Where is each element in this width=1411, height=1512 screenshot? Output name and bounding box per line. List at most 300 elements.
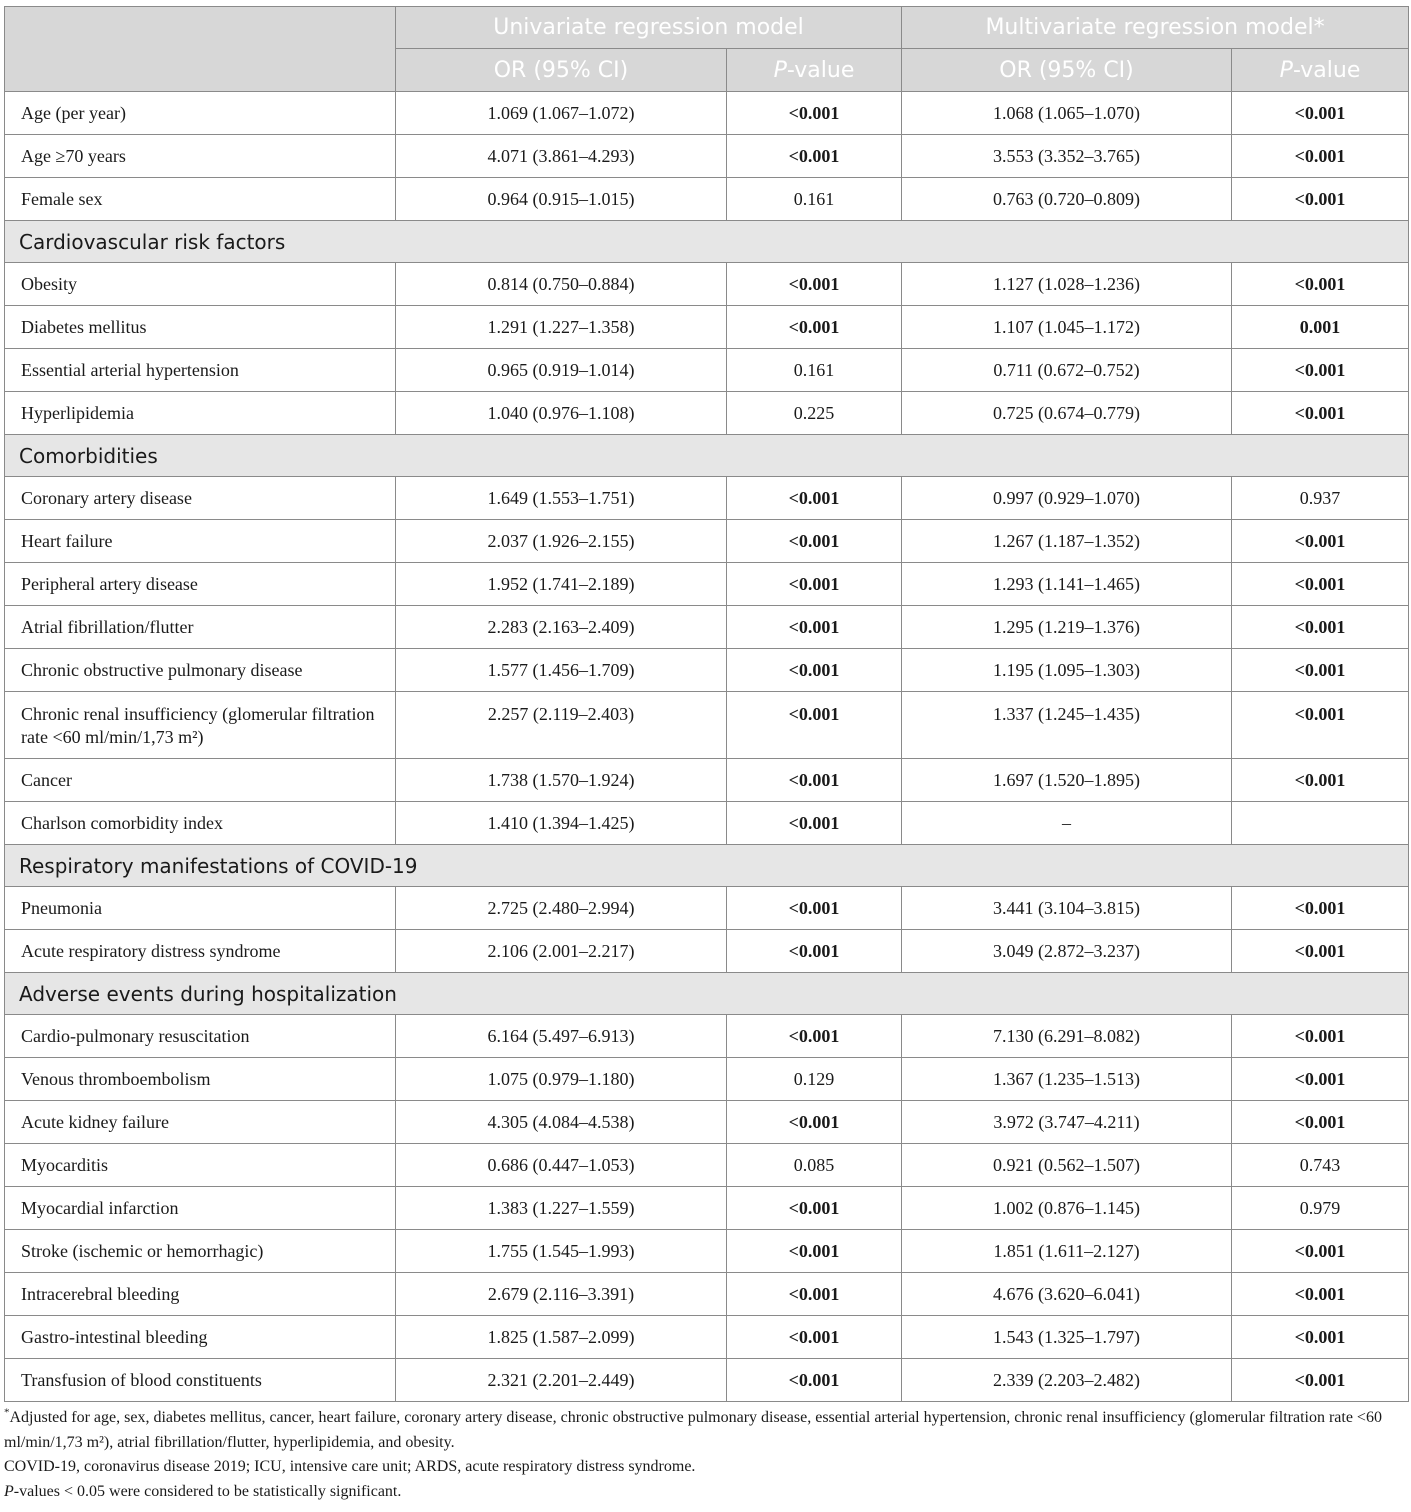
multivariate-p-cell (1232, 92, 1409, 135)
section-header-row (5, 973, 1409, 1015)
section-title: Comorbidities (5, 435, 1409, 477)
multivariate-or-cell (902, 1273, 1232, 1316)
table-row (5, 930, 1409, 973)
multivariate-or-cell-text: 1.127 (1.028–1.236) (993, 273, 1141, 294)
multivariate-p-cell (1232, 692, 1409, 759)
multivariate-or-cell (902, 1187, 1232, 1230)
row-label-text: Venous thromboembolism (21, 1068, 211, 1089)
section-header-row (5, 221, 1409, 263)
univariate-p-cell (727, 1058, 902, 1101)
table-row (5, 692, 1409, 759)
multivariate-or-cell-text: 1.367 (1.235–1.513) (993, 1068, 1141, 1089)
table-row (5, 1316, 1409, 1359)
multivariate-or-cell (902, 1058, 1232, 1101)
multivariate-p-cell-text: <0.001 (1294, 1326, 1346, 1347)
multivariate-p-cell (1232, 349, 1409, 392)
univariate-or-cell (396, 392, 727, 435)
multivariate-p-cell (1232, 1187, 1409, 1230)
multivariate-p-cell (1232, 1273, 1409, 1316)
univariate-p-cell (727, 92, 902, 135)
table-row (5, 1359, 1409, 1402)
row-label-text: Coronary artery disease (21, 487, 192, 508)
univariate-or-cell-text: 1.825 (1.587–2.099) (487, 1326, 635, 1347)
univariate-or-cell-text: 2.679 (2.116–3.391) (487, 1283, 635, 1304)
univariate-p-cell-text: 0.085 (793, 1154, 835, 1175)
univariate-p-cell-text: <0.001 (788, 1111, 840, 1132)
univariate-p-cell (727, 349, 902, 392)
univariate-or-cell (396, 520, 727, 563)
univariate-or-cell-text: 1.040 (0.976–1.108) (487, 402, 635, 423)
row-label (5, 1273, 396, 1316)
univariate-or-cell-text: 0.814 (0.750–0.884) (487, 273, 635, 294)
multivariate-p-cell (1232, 1144, 1409, 1187)
table-body (5, 92, 1409, 1402)
univariate-p-cell-text: <0.001 (788, 812, 840, 833)
multivariate-or-cell-text: 3.049 (2.872–3.237) (993, 940, 1141, 961)
univariate-p-cell-text: <0.001 (788, 704, 840, 724)
univariate-or-cell (396, 1187, 727, 1230)
table-row (5, 563, 1409, 606)
row-label-text: Diabetes mellitus (21, 316, 147, 337)
univariate-or-cell (396, 135, 727, 178)
table-row (5, 759, 1409, 802)
row-label (5, 649, 396, 692)
row-label (5, 306, 396, 349)
univariate-p-cell (727, 1359, 902, 1402)
univariate-or-cell-text: 1.291 (1.227–1.358) (487, 316, 635, 337)
multivariate-or-cell (902, 135, 1232, 178)
section-title: Respiratory manifestations of COVID-19 (5, 845, 1409, 887)
multivariate-or-cell-text: 3.553 (3.352–3.765) (993, 145, 1141, 166)
univariate-or-cell-text: 1.755 (1.545–1.993) (487, 1240, 635, 1261)
uni-or-header: OR (95% CI) (396, 49, 727, 92)
multivariate-p-cell-text: <0.001 (1294, 659, 1346, 680)
multivariate-or-cell-text: 1.337 (1.245–1.435) (993, 704, 1141, 724)
univariate-or-cell (396, 263, 727, 306)
univariate-p-cell (727, 692, 902, 759)
row-label (5, 135, 396, 178)
multivariate-or-cell-text: 1.068 (1.065–1.070) (993, 102, 1141, 123)
table-row (5, 1273, 1409, 1316)
multivariate-p-cell-text: <0.001 (1294, 102, 1346, 123)
multivariate-p-cell (1232, 759, 1409, 802)
univariate-p-cell (727, 1230, 902, 1273)
row-label (5, 349, 396, 392)
univariate-or-cell (396, 1144, 727, 1187)
univariate-p-cell-text: <0.001 (788, 1283, 840, 1304)
row-label-text: Chronic obstructive pulmonary disease (21, 659, 303, 680)
table-row (5, 392, 1409, 435)
multivariate-p-cell-text: 0.979 (1299, 1197, 1341, 1218)
multivariate-or-cell-text: 0.725 (0.674–0.779) (993, 402, 1141, 423)
univariate-or-cell-text: 2.283 (2.163–2.409) (487, 616, 635, 637)
univariate-p-cell (727, 1015, 902, 1058)
univariate-or-cell-text: 1.383 (1.227–1.559) (487, 1197, 635, 1218)
multivariate-p-cell-text: <0.001 (1294, 897, 1346, 918)
row-label (5, 1230, 396, 1273)
multivariate-or-cell-text: 1.543 (1.325–1.797) (993, 1326, 1141, 1347)
multivariate-or-cell (902, 1144, 1232, 1187)
multivariate-or-cell-text: 1.851 (1.611–2.127) (993, 1240, 1140, 1261)
univariate-or-cell-text: 1.577 (1.456–1.709) (487, 659, 635, 680)
multi-p-header: P-value (1232, 49, 1409, 92)
univariate-p-cell-text: <0.001 (788, 573, 840, 594)
univariate-or-cell-text: 1.075 (0.979–1.180) (487, 1068, 635, 1089)
multivariate-p-cell (1232, 930, 1409, 973)
univariate-or-cell-text: 1.738 (1.570–1.924) (487, 769, 635, 790)
header-blank-cell (5, 7, 396, 92)
table-footnotes (4, 1406, 1408, 1504)
multivariate-or-cell (902, 263, 1232, 306)
table-row (5, 349, 1409, 392)
univariate-or-cell-text: 2.106 (2.001–2.217) (487, 940, 635, 961)
univariate-p-cell (727, 649, 902, 692)
univariate-or-cell (396, 1101, 727, 1144)
multivariate-p-cell (1232, 1058, 1409, 1101)
table-row (5, 92, 1409, 135)
row-label-text: Heart failure (21, 530, 113, 551)
multivariate-p-cell (1232, 1359, 1409, 1402)
row-label-text: Acute respiratory distress syndrome (21, 940, 281, 961)
multivariate-or-cell (902, 349, 1232, 392)
multivariate-or-cell-text: 0.711 (0.672–0.752) (993, 359, 1140, 380)
univariate-or-cell (396, 92, 727, 135)
multivariate-p-cell (1232, 563, 1409, 606)
row-label (5, 1187, 396, 1230)
multivariate-header: Multivariate regression model* (902, 7, 1409, 49)
univariate-or-cell-text: 1.952 (1.741–2.189) (487, 573, 635, 594)
univariate-p-cell-text: <0.001 (788, 1197, 840, 1218)
univariate-or-cell (396, 649, 727, 692)
univariate-p-cell-text: <0.001 (788, 316, 840, 337)
multivariate-or-cell-text: 3.972 (3.747–4.211) (993, 1111, 1140, 1132)
row-label-text: Charlson comorbidity index (21, 812, 223, 833)
univariate-or-cell-text: 1.649 (1.553–1.751) (487, 487, 635, 508)
univariate-p-cell (727, 1101, 902, 1144)
univariate-p-cell-text: <0.001 (788, 940, 840, 961)
row-label-text: Chronic renal insufficiency (glomerular filtration rate <60 ml/min/1,73 m²) (21, 704, 375, 747)
row-label (5, 520, 396, 563)
multivariate-p-cell-text: <0.001 (1294, 616, 1346, 637)
univariate-or-cell (396, 1058, 727, 1101)
multivariate-or-cell-text: 1.195 (1.095–1.303) (993, 659, 1141, 680)
multivariate-or-cell (902, 1101, 1232, 1144)
multivariate-p-cell (1232, 178, 1409, 221)
multivariate-or-cell (902, 477, 1232, 520)
multivariate-p-cell-text: <0.001 (1294, 188, 1346, 209)
multivariate-or-cell-text: 0.921 (0.562–1.507) (993, 1154, 1141, 1175)
univariate-p-cell (727, 263, 902, 306)
regression-table-document (4, 6, 1408, 1504)
multivariate-or-cell (902, 606, 1232, 649)
univariate-p-cell (727, 1187, 902, 1230)
univariate-or-cell (396, 178, 727, 221)
row-label (5, 606, 396, 649)
univariate-p-cell (727, 178, 902, 221)
row-label-text: Obesity (21, 273, 77, 294)
row-label (5, 563, 396, 606)
table-row (5, 263, 1409, 306)
row-label (5, 1144, 396, 1187)
row-label-text: Essential arterial hypertension (21, 359, 239, 380)
univariate-p-cell-text: <0.001 (788, 487, 840, 508)
univariate-or-cell (396, 1273, 727, 1316)
multivariate-or-cell-text: 1.295 (1.219–1.376) (993, 616, 1141, 637)
univariate-p-cell (727, 930, 902, 973)
univariate-p-cell-text: <0.001 (788, 897, 840, 918)
multivariate-p-cell-text: <0.001 (1294, 769, 1346, 790)
univariate-or-cell (396, 759, 727, 802)
row-label-text: Peripheral artery disease (21, 573, 198, 594)
univariate-p-cell (727, 759, 902, 802)
row-label-text: Stroke (ischemic or hemorrhagic) (21, 1240, 264, 1261)
multivariate-p-cell-text: <0.001 (1294, 1369, 1346, 1390)
univariate-or-cell (396, 930, 727, 973)
univariate-p-cell-text: <0.001 (788, 1025, 840, 1046)
multivariate-p-cell-text: <0.001 (1294, 1240, 1346, 1261)
table-row (5, 606, 1409, 649)
table-row (5, 135, 1409, 178)
multivariate-or-cell-text: 7.130 (6.291–8.082) (993, 1025, 1141, 1046)
univariate-p-cell (727, 887, 902, 930)
multivariate-or-cell-text: 3.441 (3.104–3.815) (993, 897, 1141, 918)
multivariate-or-cell (902, 802, 1232, 845)
univariate-p-cell-text: <0.001 (788, 769, 840, 790)
univariate-or-cell-text: 1.069 (1.067–1.072) (487, 102, 635, 123)
univariate-p-cell (727, 306, 902, 349)
table-row (5, 1230, 1409, 1273)
footnote-significance: P-values < 0.05 were considered to be statistically significant. (4, 1482, 402, 1500)
multivariate-p-cell-text: <0.001 (1294, 145, 1346, 166)
table-row (5, 649, 1409, 692)
row-label (5, 1359, 396, 1402)
univariate-p-cell-text: <0.001 (788, 530, 840, 551)
row-label-text: Age ≥70 years (21, 145, 126, 166)
multivariate-p-cell-text: <0.001 (1294, 273, 1346, 294)
row-label (5, 1101, 396, 1144)
univariate-p-cell (727, 606, 902, 649)
univariate-p-cell-text: 0.225 (793, 402, 835, 423)
univariate-or-cell-text: 2.037 (1.926–2.155) (487, 530, 635, 551)
univariate-or-cell (396, 1359, 727, 1402)
multivariate-p-cell (1232, 1316, 1409, 1359)
row-label (5, 802, 396, 845)
row-label (5, 930, 396, 973)
multivariate-p-cell (1232, 477, 1409, 520)
univariate-or-cell (396, 606, 727, 649)
row-label-text: Myocardial infarction (21, 1197, 179, 1218)
row-label-text: Hyperlipidemia (21, 402, 134, 423)
row-label (5, 392, 396, 435)
univariate-p-cell (727, 477, 902, 520)
multivariate-or-cell (902, 692, 1232, 759)
row-label (5, 1058, 396, 1101)
univariate-p-cell (727, 802, 902, 845)
multivariate-or-cell-text: 1.107 (1.045–1.172) (993, 316, 1141, 337)
univariate-or-cell-text: 2.321 (2.201–2.449) (487, 1369, 635, 1390)
table-row (5, 306, 1409, 349)
multivariate-p-cell-text: <0.001 (1294, 1283, 1346, 1304)
multivariate-p-cell (1232, 1015, 1409, 1058)
univariate-or-cell-text: 4.071 (3.861–4.293) (487, 145, 635, 166)
row-label (5, 178, 396, 221)
row-label-text: Age (per year) (21, 102, 126, 123)
multivariate-or-cell (902, 306, 1232, 349)
univariate-or-cell (396, 887, 727, 930)
multivariate-or-cell (902, 92, 1232, 135)
multivariate-or-cell-text: 0.997 (0.929–1.070) (993, 487, 1141, 508)
table-row (5, 178, 1409, 221)
table-header (5, 7, 1409, 92)
multivariate-or-cell-text: 1.293 (1.141–1.465) (993, 573, 1141, 594)
multivariate-p-cell (1232, 1230, 1409, 1273)
row-label (5, 887, 396, 930)
multivariate-p-cell (1232, 135, 1409, 178)
regression-table (4, 6, 1409, 1402)
uni-p-header: P-value (727, 49, 902, 92)
row-label (5, 759, 396, 802)
multivariate-p-cell-text: <0.001 (1294, 530, 1346, 551)
univariate-p-cell-text: <0.001 (788, 273, 840, 294)
table-row (5, 520, 1409, 563)
univariate-or-cell (396, 306, 727, 349)
univariate-or-cell (396, 1316, 727, 1359)
multivariate-or-cell (902, 563, 1232, 606)
univariate-p-cell (727, 392, 902, 435)
univariate-p-cell (727, 1316, 902, 1359)
multi-or-header: OR (95% CI) (902, 49, 1232, 92)
section-header-row (5, 435, 1409, 477)
univariate-p-cell (727, 563, 902, 606)
multivariate-p-cell-text: <0.001 (1294, 359, 1346, 380)
univariate-p-cell (727, 1273, 902, 1316)
multivariate-or-cell (902, 1015, 1232, 1058)
row-label-text: Pneumonia (21, 897, 102, 918)
multivariate-p-cell (1232, 392, 1409, 435)
table-row (5, 1058, 1409, 1101)
row-label-text: Cardio-pulmonary resuscitation (21, 1025, 250, 1046)
row-label-text: Transfusion of blood constituents (21, 1369, 262, 1390)
multivariate-or-cell (902, 1359, 1232, 1402)
row-label (5, 1015, 396, 1058)
multivariate-or-cell-text: 0.763 (0.720–0.809) (993, 188, 1141, 209)
multivariate-p-cell (1232, 606, 1409, 649)
univariate-p-cell-text: <0.001 (788, 616, 840, 637)
univariate-p-cell-text: <0.001 (788, 1326, 840, 1347)
multivariate-p-cell-text: <0.001 (1294, 1068, 1346, 1089)
table-row (5, 1015, 1409, 1058)
row-label-text: Atrial fibrillation/flutter (21, 616, 194, 637)
row-label (5, 477, 396, 520)
row-label-text: Intracerebral bleeding (21, 1283, 180, 1304)
multivariate-p-cell (1232, 887, 1409, 930)
univariate-or-cell-text: 1.410 (1.394–1.425) (487, 812, 635, 833)
multivariate-p-cell-text: 0.001 (1299, 316, 1341, 337)
univariate-header: Univariate regression model (396, 7, 902, 49)
multivariate-or-cell (902, 649, 1232, 692)
univariate-or-cell (396, 802, 727, 845)
multivariate-p-cell-text: 0.937 (1299, 487, 1341, 508)
row-label-text: Cancer (21, 769, 72, 790)
univariate-p-cell-text: <0.001 (788, 1369, 840, 1390)
multivariate-or-cell-text: – (1062, 812, 1072, 833)
univariate-or-cell (396, 477, 727, 520)
multivariate-p-cell (1232, 649, 1409, 692)
footnote-adjusted: *Adjusted for age, sex, diabetes mellitus, cancer, heart failure, coronary artery disease, chronic obstructive pulmonary disease, essential arterial hypertension, chronic renal insufficiency (glomerular filtration rate <60 ml/min/1,73 m²), atrial fibrillation/flutter, hyperlipidemia, and obesity. (4, 1406, 1382, 1451)
univariate-p-cell (727, 520, 902, 563)
multivariate-p-cell (1232, 520, 1409, 563)
table-row (5, 1187, 1409, 1230)
univariate-p-cell (727, 1144, 902, 1187)
multivariate-p-cell-text: <0.001 (1294, 402, 1346, 423)
multivariate-or-cell (902, 1316, 1232, 1359)
row-label (5, 692, 396, 759)
univariate-p-cell-text: 0.129 (793, 1068, 835, 1089)
univariate-p-cell-text: <0.001 (788, 1240, 840, 1261)
multivariate-p-cell (1232, 306, 1409, 349)
row-label-text: Gastro-intestinal bleeding (21, 1326, 208, 1347)
univariate-p-cell-text: <0.001 (788, 102, 840, 123)
multivariate-p-cell (1232, 1101, 1409, 1144)
multivariate-p-cell-text: <0.001 (1294, 1025, 1346, 1046)
section-title: Adverse events during hospitalization (5, 973, 1409, 1015)
univariate-or-cell-text: 0.686 (0.447–1.053) (487, 1154, 635, 1175)
univariate-or-cell-text: 6.164 (5.497–6.913) (487, 1025, 635, 1046)
multivariate-p-cell-text: 0.743 (1299, 1154, 1341, 1175)
multivariate-or-cell-text: 4.676 (3.620–6.041) (993, 1283, 1141, 1304)
multivariate-or-cell (902, 1230, 1232, 1273)
multivariate-or-cell-text: 1.267 (1.187–1.352) (993, 530, 1141, 551)
table-row (5, 802, 1409, 845)
multivariate-p-cell-text: <0.001 (1294, 573, 1346, 594)
univariate-or-cell (396, 349, 727, 392)
section-title: Cardiovascular risk factors (5, 221, 1409, 263)
univariate-or-cell-text: 2.725 (2.480–2.994) (487, 897, 635, 918)
multivariate-or-cell (902, 930, 1232, 973)
multivariate-p-cell (1232, 263, 1409, 306)
univariate-or-cell-text: 0.964 (0.915–1.015) (487, 188, 635, 209)
multivariate-p-cell-text: <0.001 (1294, 704, 1346, 724)
multivariate-p-cell-text: <0.001 (1294, 940, 1346, 961)
univariate-p-cell-text: 0.161 (793, 359, 835, 380)
row-label (5, 1316, 396, 1359)
multivariate-or-cell-text: 1.697 (1.520–1.895) (993, 769, 1141, 790)
table-row (5, 1144, 1409, 1187)
multivariate-or-cell-text: 2.339 (2.203–2.482) (993, 1369, 1141, 1390)
univariate-or-cell (396, 692, 727, 759)
row-label-text: Female sex (21, 188, 103, 209)
row-label (5, 92, 396, 135)
footnote-abbreviations: COVID-19, coronavirus disease 2019; ICU, intensive care unit; ARDS, acute respiratory distress syndrome. (4, 1458, 696, 1475)
univariate-or-cell-text: 2.257 (2.119–2.403) (487, 704, 635, 724)
univariate-or-cell (396, 563, 727, 606)
univariate-p-cell-text: <0.001 (788, 659, 840, 680)
multivariate-p-cell-text: <0.001 (1294, 1111, 1346, 1132)
row-label (5, 263, 396, 306)
table-row (5, 887, 1409, 930)
multivariate-or-cell-text: 1.002 (0.876–1.145) (993, 1197, 1141, 1218)
table-row (5, 1101, 1409, 1144)
row-label-text: Myocarditis (21, 1154, 108, 1175)
univariate-p-cell (727, 135, 902, 178)
univariate-or-cell-text: 4.305 (4.084–4.538) (487, 1111, 635, 1132)
multivariate-or-cell (902, 759, 1232, 802)
univariate-or-cell-text: 0.965 (0.919–1.014) (487, 359, 635, 380)
univariate-or-cell (396, 1015, 727, 1058)
section-header-row (5, 845, 1409, 887)
table-row (5, 477, 1409, 520)
univariate-p-cell-text: <0.001 (788, 145, 840, 166)
